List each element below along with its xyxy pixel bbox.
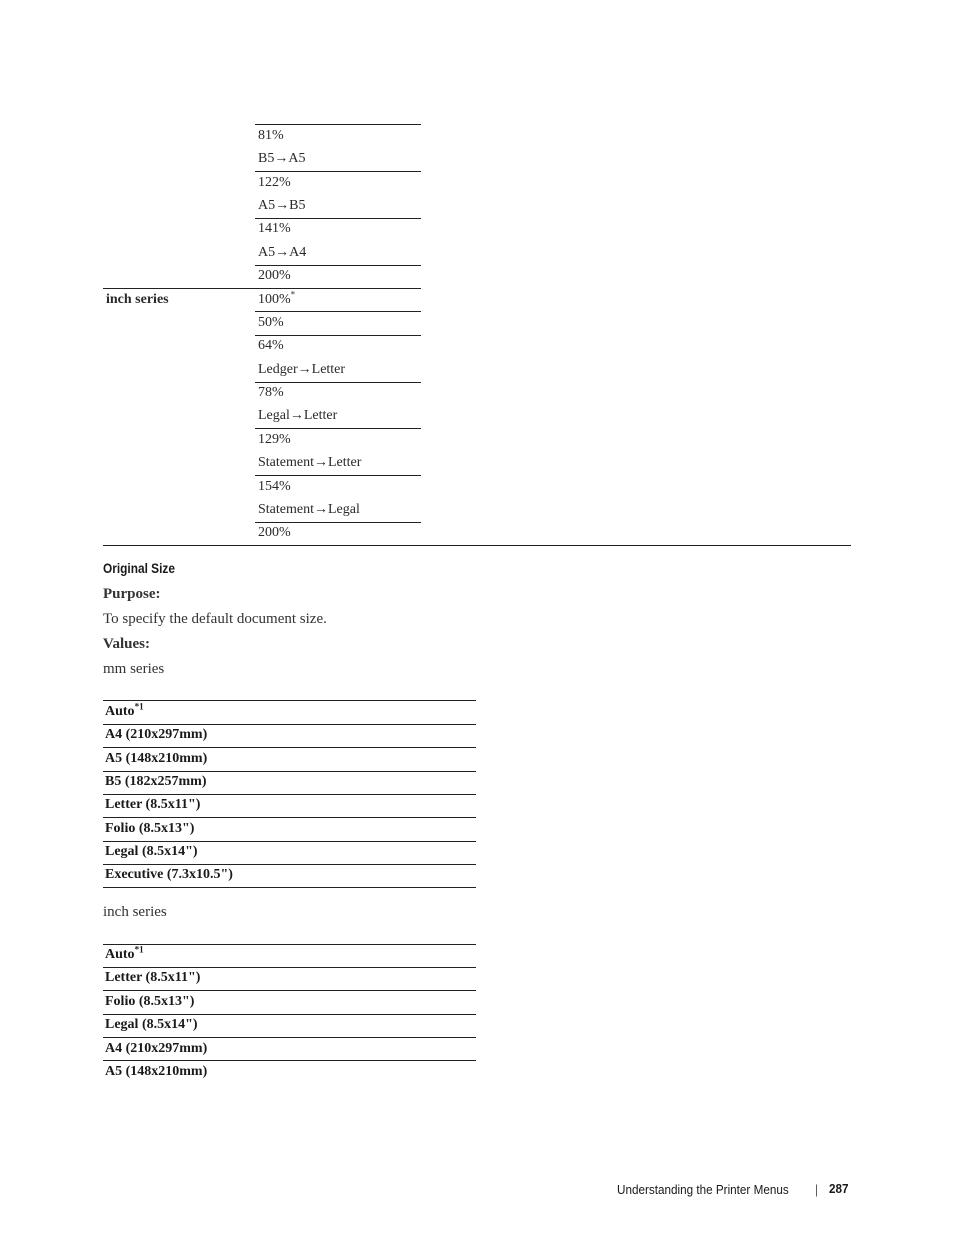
table-row: Letter (8.5x11"): [105, 970, 201, 985]
table-rule: [103, 771, 476, 772]
table-rule: [103, 700, 476, 701]
table-rule: [103, 841, 476, 842]
table-rule: [255, 218, 421, 219]
table-rule: [103, 794, 476, 795]
table-rule: [255, 475, 421, 476]
table-cell: A5→A4: [258, 245, 307, 260]
table-row: [105, 944, 144, 963]
table-rule: [103, 944, 476, 945]
table-row: B5 (182x257mm): [105, 774, 207, 789]
table-cell-value: Auto: [105, 704, 135, 719]
table-row: A5 (148x210mm): [105, 751, 208, 766]
footnote-marker: *1: [134, 701, 144, 712]
table-rule: [103, 864, 476, 865]
table-rule: [103, 887, 476, 888]
mm-series-label: mm series: [103, 661, 165, 677]
table-cell: 141%: [258, 221, 291, 236]
table-cell: 129%: [258, 432, 291, 447]
table-bottom-rule: [103, 545, 851, 546]
table-rule: [255, 382, 421, 383]
purpose-text: To specify the default document size.: [103, 611, 327, 627]
footer-chapter-title: Understanding the Printer Menus: [617, 1182, 789, 1197]
table-cell: A5→B5: [258, 198, 306, 213]
table-cell: Statement→Legal: [258, 502, 360, 517]
table-cell: 78%: [258, 385, 284, 400]
table-rule: [103, 288, 421, 289]
table-rule: [255, 311, 421, 312]
table-cell: 122%: [258, 175, 291, 190]
table-row: [105, 701, 144, 720]
table-rule: [255, 124, 421, 125]
table-cell: B5→A5: [258, 151, 306, 166]
table-rule: [103, 1037, 476, 1038]
default-marker: *: [290, 289, 296, 300]
table-row: A4 (210x297mm): [105, 1041, 208, 1056]
table-cell: Ledger→Letter: [258, 362, 346, 377]
table-row: Folio (8.5x13"): [105, 994, 195, 1009]
footnote-marker: *1: [134, 944, 144, 955]
table-cell: Legal→Letter: [258, 408, 338, 423]
table-rule: [103, 724, 476, 725]
table-rule: [103, 967, 476, 968]
page-number: 287: [829, 1181, 849, 1196]
table-cell: 200%: [258, 525, 291, 540]
table-rule: [255, 522, 421, 523]
row-label-inch-series: inch series: [106, 292, 169, 307]
table-row: Legal (8.5x14"): [105, 1017, 198, 1032]
table-cell-value: 100%: [258, 292, 291, 307]
table-row: Letter (8.5x11"): [105, 797, 201, 812]
table-rule: [103, 747, 476, 748]
table-cell: 64%: [258, 338, 284, 353]
table-rule: [255, 335, 421, 336]
table-cell: 154%: [258, 479, 291, 494]
table-rule: [103, 1014, 476, 1015]
table-rule: [103, 1060, 476, 1061]
table-row: Executive (7.3x10.5"): [105, 867, 233, 882]
table-rule: [255, 428, 421, 429]
table-rule: [103, 990, 476, 991]
table-rule: [255, 171, 421, 172]
table-cell: 81%: [258, 128, 284, 143]
table-row: A4 (210x297mm): [105, 727, 208, 742]
table-rule: [103, 817, 476, 818]
table-row: A5 (148x210mm): [105, 1064, 208, 1079]
inch-series-label: inch series: [103, 904, 167, 920]
table-cell: 50%: [258, 315, 284, 330]
values-label: Values:: [103, 636, 150, 652]
table-row: Legal (8.5x14"): [105, 844, 198, 859]
table-row: Folio (8.5x13"): [105, 821, 195, 836]
section-heading: Original Size: [103, 561, 175, 576]
table-cell: [258, 289, 296, 308]
table-rule: [255, 265, 421, 266]
footer-separator: |: [815, 1182, 819, 1197]
purpose-label: Purpose:: [103, 586, 161, 602]
table-cell-value: Auto: [105, 947, 135, 962]
table-cell: 200%: [258, 268, 291, 283]
table-cell: Statement→Letter: [258, 455, 362, 470]
